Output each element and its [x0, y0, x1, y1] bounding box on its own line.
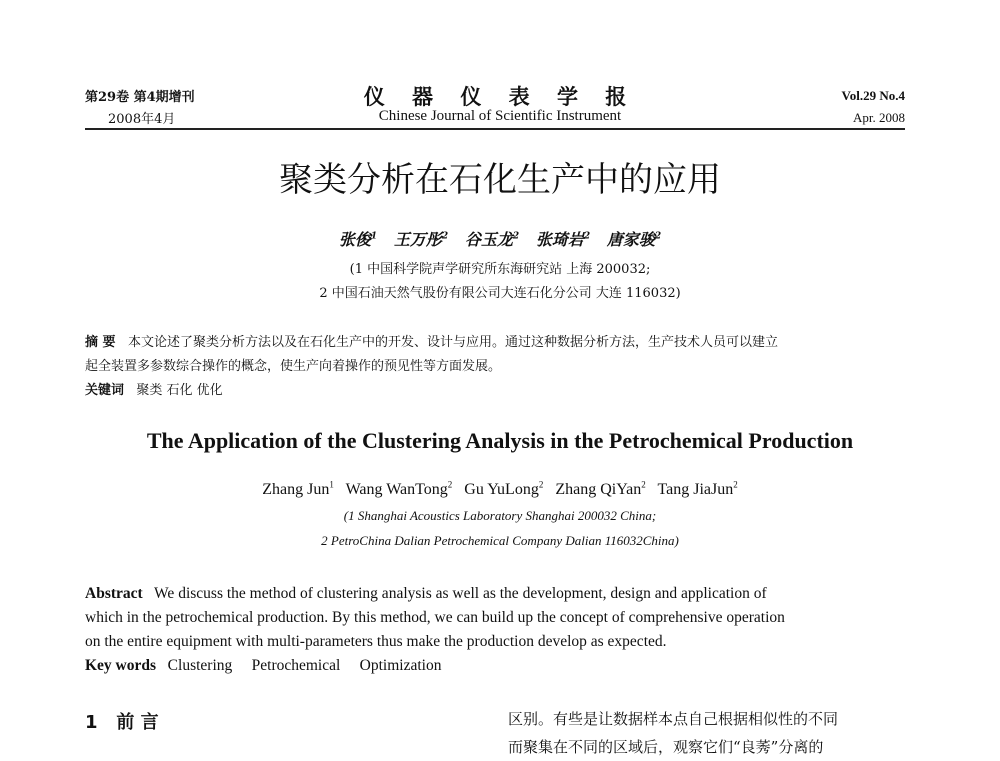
author-en: Wang WanTong$^2$	[345, 480, 453, 499]
journal-name-cn: 仪 器 仪 表 学 报	[363, 84, 637, 109]
affiliation-cn-1: (1 中国科学院声学研究所东海研究站 上海 200032;	[349, 262, 651, 277]
issue-date: 2008年4月	[108, 112, 176, 127]
abstract-text-cn-2: 起全装置多参数综合操作的概念，使生产向着操作的预见性等方面发展。	[85, 359, 502, 374]
abstract-label-cn: 摘 要	[85, 335, 116, 350]
abstract-text-en-1: We discuss the method of clustering analysis as well as the development, design and application of	[154, 585, 767, 602]
section-number: 1	[85, 712, 98, 733]
abstract-cn	[85, 331, 915, 403]
volume-number: Vol.29 No.4	[841, 88, 905, 103]
author-cn: 王万彤$^2$	[393, 230, 449, 249]
keyword-en: Optimization	[359, 657, 442, 674]
author-cn: 唐家骏$^2$	[606, 230, 662, 249]
author-cn: 张琦岩$^2$	[535, 230, 591, 249]
volume-issue: 第29卷 第4期增刊	[85, 90, 195, 105]
affiliation-en-2: 2 PetroChina Dalian Petrochemical Company Dalian 116032China)	[321, 533, 679, 548]
keyword-en: Clustering	[167, 657, 233, 674]
abstract-label-en: Abstract	[85, 585, 143, 602]
body-text-line: 而聚集在不同的区域后，观察它们“良莠”分离的	[508, 738, 824, 756]
author-en: Zhang Jun$^1$	[262, 480, 334, 499]
author-cn: 张俊$^1$	[338, 230, 378, 249]
keyword-en: Petrochemical	[251, 657, 341, 674]
keywords-label-cn: 关键词	[85, 383, 125, 398]
abstract-text-cn-1: 本文论述了聚类分析方法以及在石化生产中的开发、设计与应用。通过这种数据分析方法，生产技术人员可以建立	[127, 335, 778, 350]
abstract-text-en-2: which in the petrochemical production. By this method, we can build up the concept of comprehensive operation	[85, 609, 785, 626]
paper-title-cn: 聚类分析在石化生产中的应用	[279, 160, 721, 200]
section-title: 前 言	[116, 712, 159, 733]
body-column-right	[508, 705, 918, 761]
authors-cn	[0, 227, 1000, 250]
author-en: Zhang QiYan$^2$	[555, 480, 646, 499]
paper-title-en: The Application of the Clustering Analysis in the Petrochemical Production	[146, 428, 854, 453]
abstract-text-en-3: on the entire equipment with multi-parameters thus make the production develop as expected.	[85, 633, 667, 650]
affiliation-en-1: (1 Shanghai Acoustics Laboratory Shanghai 200032 China;	[343, 508, 657, 523]
keywords-label-en: Key words	[85, 657, 157, 674]
author-en: Gu YuLong$^2$	[464, 480, 544, 499]
header-rule	[85, 128, 905, 130]
affiliation-cn-2: 2 中国石油天然气股份有限公司大连石化分公司 大连 116032)	[319, 286, 681, 301]
section-heading	[85, 708, 159, 734]
authors-en	[0, 480, 1000, 499]
abstract-en	[85, 582, 915, 678]
author-en: Tang JiaJun$^2$	[657, 480, 738, 499]
publication-date: Apr. 2008	[853, 110, 905, 125]
body-text-line: 区别。有些是让数据样本点自己根据相似性的不同	[508, 710, 839, 728]
journal-name-en: Chinese Journal of Scientific Instrument	[378, 108, 622, 124]
author-cn: 谷玉龙$^2$	[464, 230, 520, 249]
keywords-cn: 聚类 石化 优化	[136, 383, 223, 398]
